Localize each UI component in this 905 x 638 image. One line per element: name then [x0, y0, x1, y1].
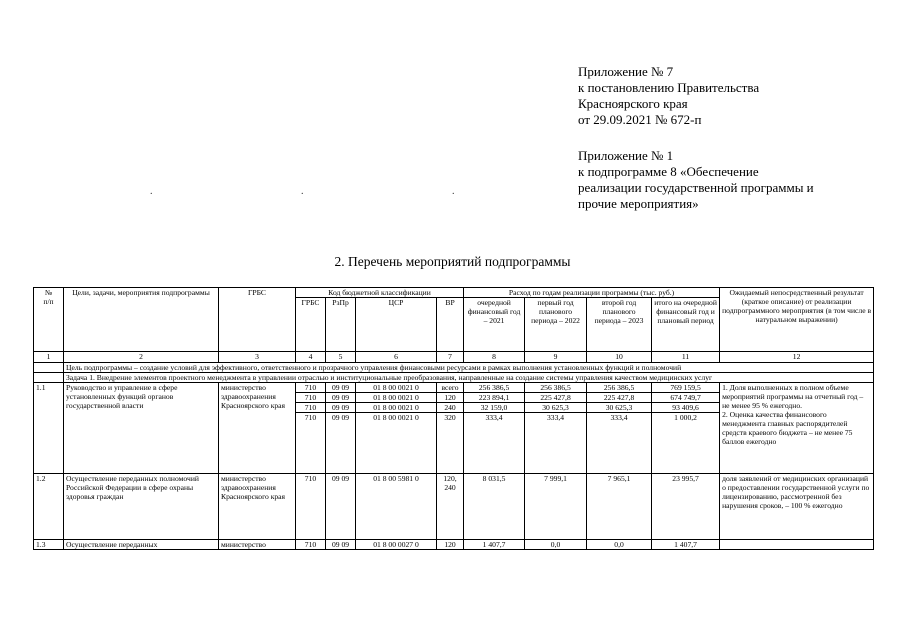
col-header-2022: первый год планового периода – 2022 — [525, 298, 587, 352]
header-line: Красноярского края — [578, 96, 688, 111]
grbs-code: 710 — [296, 403, 326, 413]
value-2021: 333,4 — [464, 413, 525, 474]
row-number: 1.2 — [34, 474, 64, 540]
goal-row — [34, 363, 874, 373]
value-2023: 333,4 — [587, 413, 652, 474]
appendix-7-header — [578, 64, 759, 128]
row-number: 1.1 — [34, 383, 64, 474]
scan-speck: . — [452, 186, 455, 197]
table-row — [34, 474, 874, 540]
column-number: 12 — [720, 352, 874, 363]
column-number: 5 — [326, 352, 356, 363]
value-total: 23 995,7 — [652, 474, 720, 540]
col-header-2023: второй год планового периода – 2023 — [587, 298, 652, 352]
table-row — [34, 540, 874, 550]
value-2021: 223 894,1 — [464, 393, 525, 403]
grbs-code: 710 — [296, 413, 326, 474]
value-2022: 333,4 — [525, 413, 587, 474]
col-header-result: Ожидаемый непосредственный результат (краткое описание) от реализации подпрограммного мероприятия (в том числе в натуральном выражении) — [720, 288, 874, 352]
col-header-total: итого на очередной финансовый год и плановый период — [652, 298, 720, 352]
expected-result: 1. Доля выполненных в полном объеме мероприятий программы на отчетный год – не менее 95 % ежегодно. 2. Оценка качества финансового менеджмента главных распорядителей средств краевого бюджета – не менее 75 баллов ежегодно — [720, 383, 874, 474]
csr-code: 01 8 00 0021 0 — [356, 413, 437, 474]
csr-code: 01 8 00 0021 0 — [356, 393, 437, 403]
row-number: 1.3 — [34, 540, 64, 550]
value-2021: 32 159,0 — [464, 403, 525, 413]
grbs-name: министерство — [219, 540, 296, 550]
value-total: 1 407,7 — [652, 540, 720, 550]
vr-code: 120, 240 — [437, 474, 464, 540]
grbs-name: министерство здравоохранения Красноярского края — [219, 383, 296, 474]
value-2023: 7 965,1 — [587, 474, 652, 540]
col-header-2021: очередной финансовый год – 2021 — [464, 298, 525, 352]
value-2021: 1 407,7 — [464, 540, 525, 550]
header-line: от 29.09.2021 № 672-п — [578, 112, 702, 127]
column-number: 4 — [296, 352, 326, 363]
value-2023: 256 386,5 — [587, 383, 652, 393]
task-text: Задача 1. Внедрение элементов проектного менеджмента в управлении отраслью и институциональные преобразования, направленные на создание системы управления качеством медицинских услуг — [64, 373, 874, 383]
col-header-goals: Цели, задачи, мероприятия подпрограммы — [64, 288, 219, 352]
col-header-rzpr: РзПр — [326, 298, 356, 352]
expected-result — [720, 540, 874, 550]
rzpr-code: 09 09 — [326, 383, 356, 393]
header-line: к подпрограмме 8 «Обеспечение — [578, 164, 759, 179]
activity-name: Осуществление переданных полномочий Российской Федерации в сфере охраны здоровья граждан — [64, 474, 219, 540]
col-header-expense: Расход по годам реализации программы (тыс. руб.) — [464, 288, 720, 298]
vr-code: всего — [437, 383, 464, 393]
activities-table — [33, 287, 874, 550]
task-row — [34, 373, 874, 383]
rzpr-code: 09 09 — [326, 474, 356, 540]
value-2023: 225 427,8 — [587, 393, 652, 403]
header-line: Приложение № 7 — [578, 64, 674, 79]
value-2023: 30 625,3 — [587, 403, 652, 413]
value-2021: 256 386,5 — [464, 383, 525, 393]
grbs-name: министерство здравоохранения Красноярского края — [219, 474, 296, 540]
rzpr-code: 09 09 — [326, 403, 356, 413]
grbs-code: 710 — [296, 540, 326, 550]
value-2022: 225 427,8 — [525, 393, 587, 403]
col-header-csr: ЦСР — [356, 298, 437, 352]
value-2022: 0,0 — [525, 540, 587, 550]
activity-name: Руководство и управление в сфере установленных функций органов государственной власти — [64, 383, 219, 474]
table-header-row — [34, 288, 874, 298]
vr-code: 240 — [437, 403, 464, 413]
grbs-code: 710 — [296, 383, 326, 393]
csr-code: 01 8 00 5981 0 — [356, 474, 437, 540]
col-header-sub-grbs: ГРБС — [296, 298, 326, 352]
column-number: 1 — [34, 352, 64, 363]
value-total: 1 000,2 — [652, 413, 720, 474]
column-number-row — [34, 352, 874, 363]
activity-name: Осуществление переданных — [64, 540, 219, 550]
value-total: 769 159,5 — [652, 383, 720, 393]
csr-code: 01 8 00 0021 0 — [356, 403, 437, 413]
column-number: 9 — [525, 352, 587, 363]
scan-speck: . — [301, 186, 304, 197]
value-2023: 0,0 — [587, 540, 652, 550]
header-line: прочие мероприятия» — [578, 196, 699, 211]
value-2022: 7 999,1 — [525, 474, 587, 540]
value-total: 674 749,7 — [652, 393, 720, 403]
col-header-vr: ВР — [437, 298, 464, 352]
col-header-budget-code: Код бюджетной классификации — [296, 288, 464, 298]
column-number: 2 — [64, 352, 219, 363]
grbs-code: 710 — [296, 393, 326, 403]
table-row — [34, 383, 874, 393]
appendix-1-header — [578, 148, 814, 212]
column-number: 10 — [587, 352, 652, 363]
csr-code: 01 8 00 0021 0 — [356, 383, 437, 393]
column-number: 8 — [464, 352, 525, 363]
header-line: реализации государственной программы и — [578, 180, 814, 195]
grbs-code: 710 — [296, 474, 326, 540]
col-header-num: № п/п — [34, 288, 64, 352]
rzpr-code: 09 09 — [326, 540, 356, 550]
value-2021: 8 031,5 — [464, 474, 525, 540]
header-line: к постановлению Правительства — [578, 80, 760, 95]
vr-code: 320 — [437, 413, 464, 474]
vr-code: 120 — [437, 393, 464, 403]
goal-text: Цель подпрограммы – создание условий для эффективного, ответственного и прозрачного управления финансовыми ресурсами в рамках выполнения установленных функций и полномочий — [64, 363, 874, 373]
value-2022: 256 386,5 — [525, 383, 587, 393]
rzpr-code: 09 09 — [326, 393, 356, 403]
scan-speck: . — [150, 186, 153, 197]
value-2022: 30 625,3 — [525, 403, 587, 413]
csr-code: 01 8 00 0027 0 — [356, 540, 437, 550]
column-number: 7 — [437, 352, 464, 363]
col-header-grbs: ГРБС — [219, 288, 296, 352]
column-number: 11 — [652, 352, 720, 363]
value-total: 93 409,6 — [652, 403, 720, 413]
column-number: 6 — [356, 352, 437, 363]
expected-result: доля заявлений от медицинских организаций о предоставлении государственной услуги по лицензированию, рассмотренной без нарушения сроков, – 100 % ежегодно — [720, 474, 874, 540]
header-line: Приложение № 1 — [578, 148, 674, 163]
vr-code: 120 — [437, 540, 464, 550]
section-title: 2. Перечень мероприятий подпрограммы — [334, 254, 571, 269]
column-number: 3 — [219, 352, 296, 363]
rzpr-code: 09 09 — [326, 413, 356, 474]
